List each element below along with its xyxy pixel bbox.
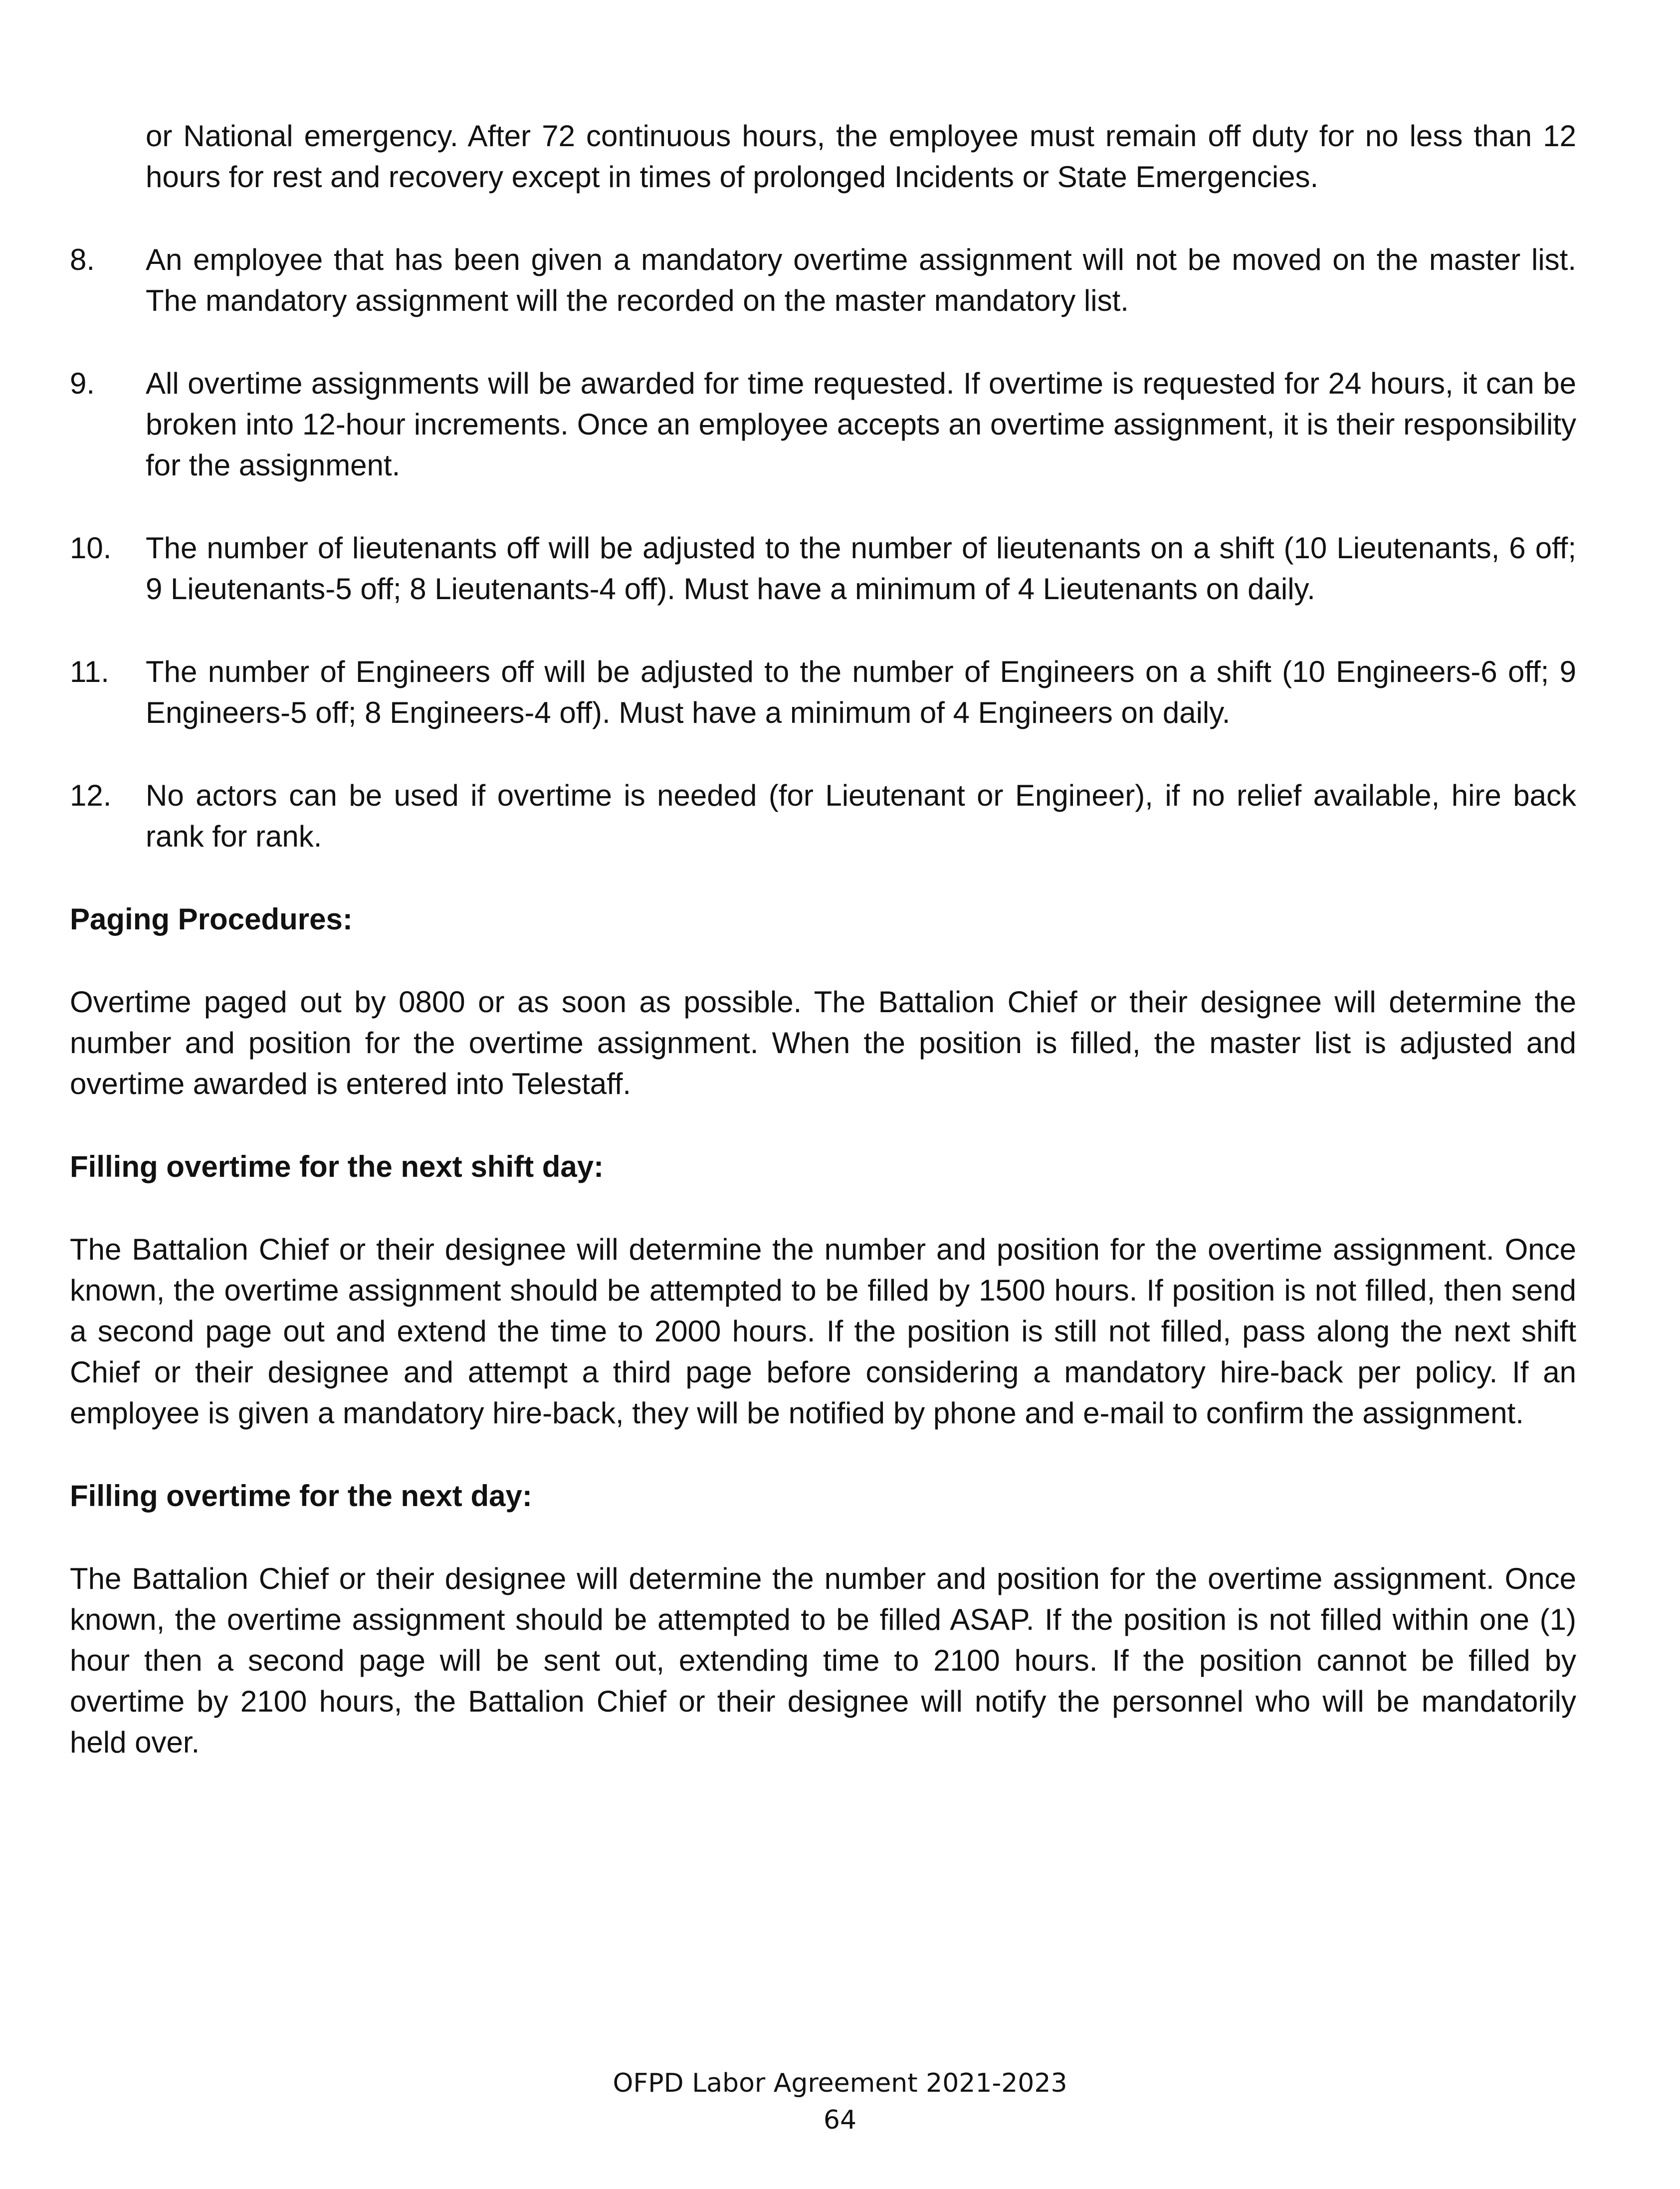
section-body-paging-procedures: Overtime paged out by 0800 or as soon as possible. The Battalion Chief or their designee will determine the number and position for the overtime assignment. When the position is filled, the master list is adjusted and overtime awarded is entered into Telestaff. [70, 985, 1576, 1100]
list-item-number: 12. [70, 779, 112, 812]
list-item-text: The number of Engineers off will be adjusted to the number of Engineers on a shift (10 Engineers-6 off; 9 Engineers-5 off; 8 Engineers-4 off). Must have a minimum of 4 Engineers on daily. [146, 655, 1576, 729]
section-body-next-day: The Battalion Chief or their designee will determine the number and position for the overtime assignment. Once known, the overtime assignment should be attempted to be filled ASAP. If the position is not filled within one (1) hour then a second page will be sent out, extending time to 2100 hours. If the position cannot be filled by overtime by 2100 hours, the Battalion Chief or their designee will notify the personnel who will be mandatorily held over. [70, 1562, 1576, 1759]
section-body-next-shift-day: The Battalion Chief or their designee will determine the number and position for the overtime assignment. Once known, the overtime assignment should be attempted to be filled by 1500 hours. If position is not filled, then send a second page out and extend the time to 2000 hours. If the position is still not filled, pass along the next shift Chief or their designee and attempt a third page before considering a mandatory hire-back per policy. If an employee is given a mandatory hire-back, they will be notified by phone and e-mail to confirm the assignment. [70, 1233, 1576, 1430]
section-heading-paging-procedures: Paging Procedures: [70, 902, 353, 936]
page-number: 64 [823, 2105, 857, 2135]
section-heading-next-day: Filling overtime for the next day: [70, 1479, 532, 1513]
list-item-number: 9. [70, 367, 95, 400]
footer-title: OFPD Labor Agreement 2021-2023 [613, 2068, 1067, 2098]
list-item-number: 11. [70, 655, 109, 688]
list-item-10 [70, 528, 1576, 610]
continuation-paragraph: or National emergency. After 72 continuous hours, the employee must remain off duty for no less than 12 hours for rest and recovery except in times of prolonged Incidents or State Emergencies. [146, 119, 1576, 194]
document-content [70, 116, 1576, 1805]
list-item-8 [70, 239, 1576, 321]
section-heading-next-shift-day: Filling overtime for the next shift day: [70, 1150, 604, 1183]
list-item-11 [70, 652, 1576, 733]
list-item-text: An employee that has been given a mandatory overtime assignment will not be moved on the master list. The mandatory assignment will the recorded on the master mandatory list. [146, 243, 1576, 317]
list-item-number: 8. [70, 243, 95, 276]
list-item-9 [70, 363, 1576, 486]
list-item-text: No actors can be used if overtime is needed (for Lieutenant or Engineer), if no relief available, hire back rank for rank. [146, 779, 1576, 853]
list-item-text: The number of lieutenants off will be adjusted to the number of lieutenants on a shift (10 Lieutenants, 6 off; 9 Lieutenants-5 off; 8 Lieutenants-4 off). Must have a minimum of 4 Lieutenants on daily. [146, 531, 1576, 606]
list-item-12 [70, 775, 1576, 857]
list-item-text: All overtime assignments will be awarded for time requested. If overtime is requested for 24 hours, it can be broken into 12-hour increments. Once an employee accepts an overtime assignment, it is their responsibility for the assignment. [146, 367, 1576, 482]
list-item-number: 10. [70, 531, 112, 565]
